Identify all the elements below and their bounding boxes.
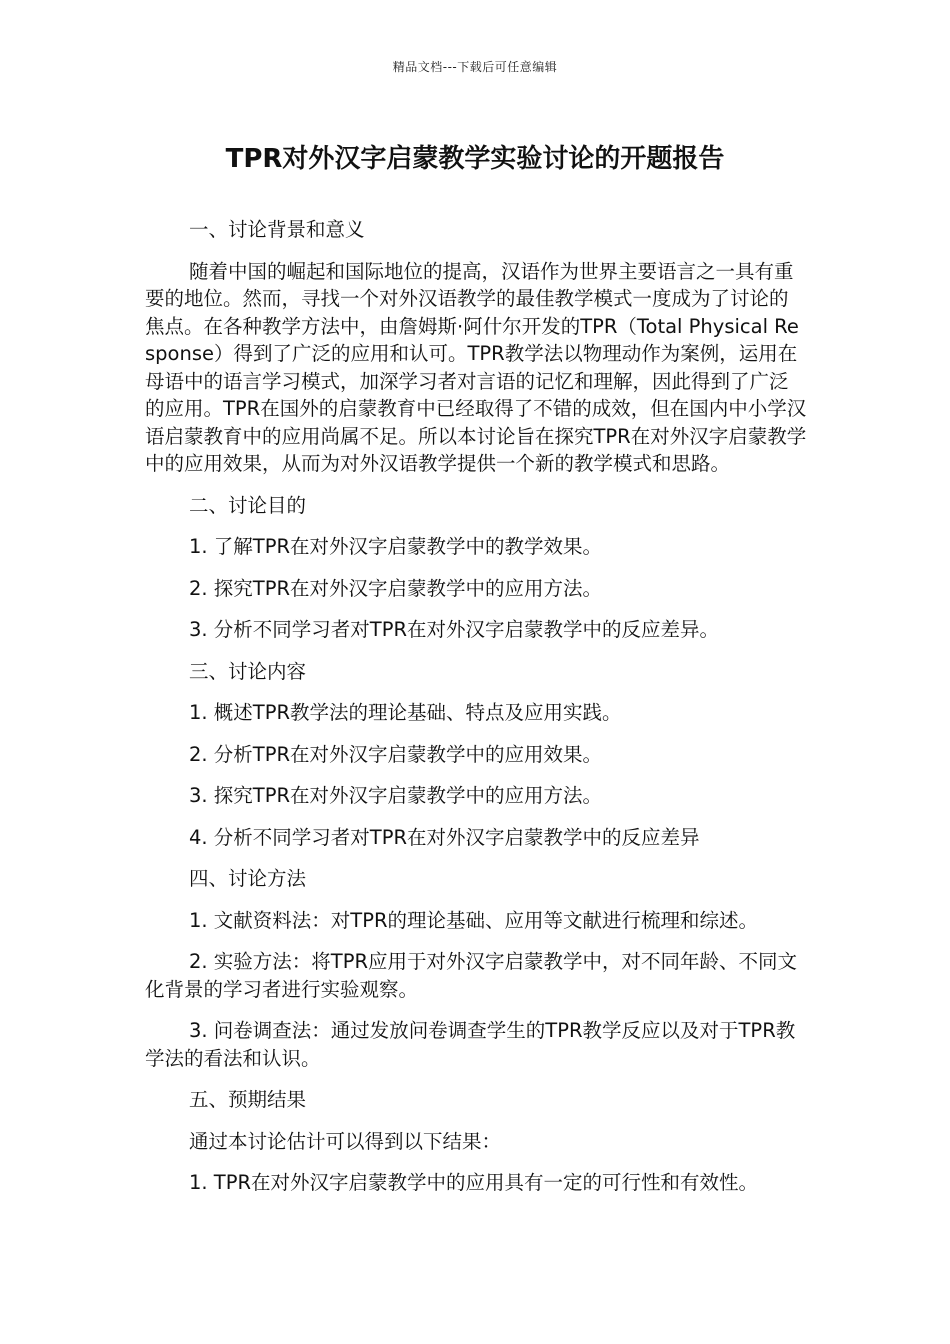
list-item-methods-3: 3. 问卷调查法：通过发放问卷调查学生的TPR教学反应以及对于TPR教学法的看法和认识。 (145, 1019, 796, 1070)
list-item-purpose-2: 2. 探究TPR在对外汉字启蒙教学中的应用方法。 (189, 576, 603, 600)
document-body (145, 216, 807, 1211)
section-heading-purpose: 二、讨论目的 (189, 493, 307, 517)
list-item-purpose-3: 3. 分析不同学习者对TPR在对外汉字启蒙教学中的反应差异。 (189, 618, 720, 641)
header-note: 精品文档---下载后可任意编辑 (392, 60, 558, 74)
section-heading-background: 一、讨论背景和意义 (189, 218, 365, 241)
section-heading-content: 三、讨论内容 (189, 659, 307, 683)
list-item-methods-1: 1. 文献资料法：对TPR的理论基础、应用等文献进行梳理和综述。 (189, 908, 759, 932)
list-item-results-1: 1. TPR在对外汉字启蒙教学中的应用具有一定的可行性和有效性。 (189, 1171, 759, 1194)
document-title: TPR对外汉字启蒙教学实验讨论的开题报告 (225, 144, 725, 174)
list-item-content-1: 1. 概述TPR教学法的理论基础、特点及应用实践。 (189, 701, 622, 724)
list-item-content-4: 4. 分析不同学习者对TPR在对外汉字启蒙教学中的反应差异 (189, 825, 700, 849)
paragraph-background: 随着中国的崛起和国际地位的提高，汉语作为世界主要语言之一具有重要的地位。然而，寻找一个对外汉语教学的最佳教学模式一度成为了讨论的焦点。在各种教学方法中，由詹姆斯·阿什尔开发的TPR（Total Physical Response）得到了广泛的应用和认可。TPR教学法以物理动作为案例，运用在母语中的语言学习模式，加深学习者对言语的记忆和理解，因此得到了广泛的应用。TPR在国外的启蒙教育中已经取得了不错的成效，但在国内中小学汉语启蒙教育中的应用尚属不足。所以本讨论旨在探究TPR在对外汉字启蒙教学中的应用效果，从而为对外汉语教学提供一个新的教学模式和思路。 (145, 259, 807, 475)
section-heading-methods: 四、讨论方法 (189, 867, 307, 890)
list-item-purpose-1: 1. 了解TPR在对外汉字启蒙教学中的教学效果。 (189, 535, 603, 558)
section-heading-results: 五、预期结果 (189, 1088, 307, 1111)
list-item-methods-2: 2. 实验方法：将TPR应用于对外汉字启蒙教学中，对不同年龄、不同文化背景的学习者进行实验观察。 (145, 950, 798, 1001)
list-item-content-3: 3. 探究TPR在对外汉字启蒙教学中的应用方法。 (189, 784, 603, 807)
paragraph-results-intro: 通过本讨论估计可以得到以下结果： (189, 1129, 502, 1153)
list-item-content-2: 2. 分析TPR在对外汉字启蒙教学中的应用效果。 (189, 742, 603, 766)
